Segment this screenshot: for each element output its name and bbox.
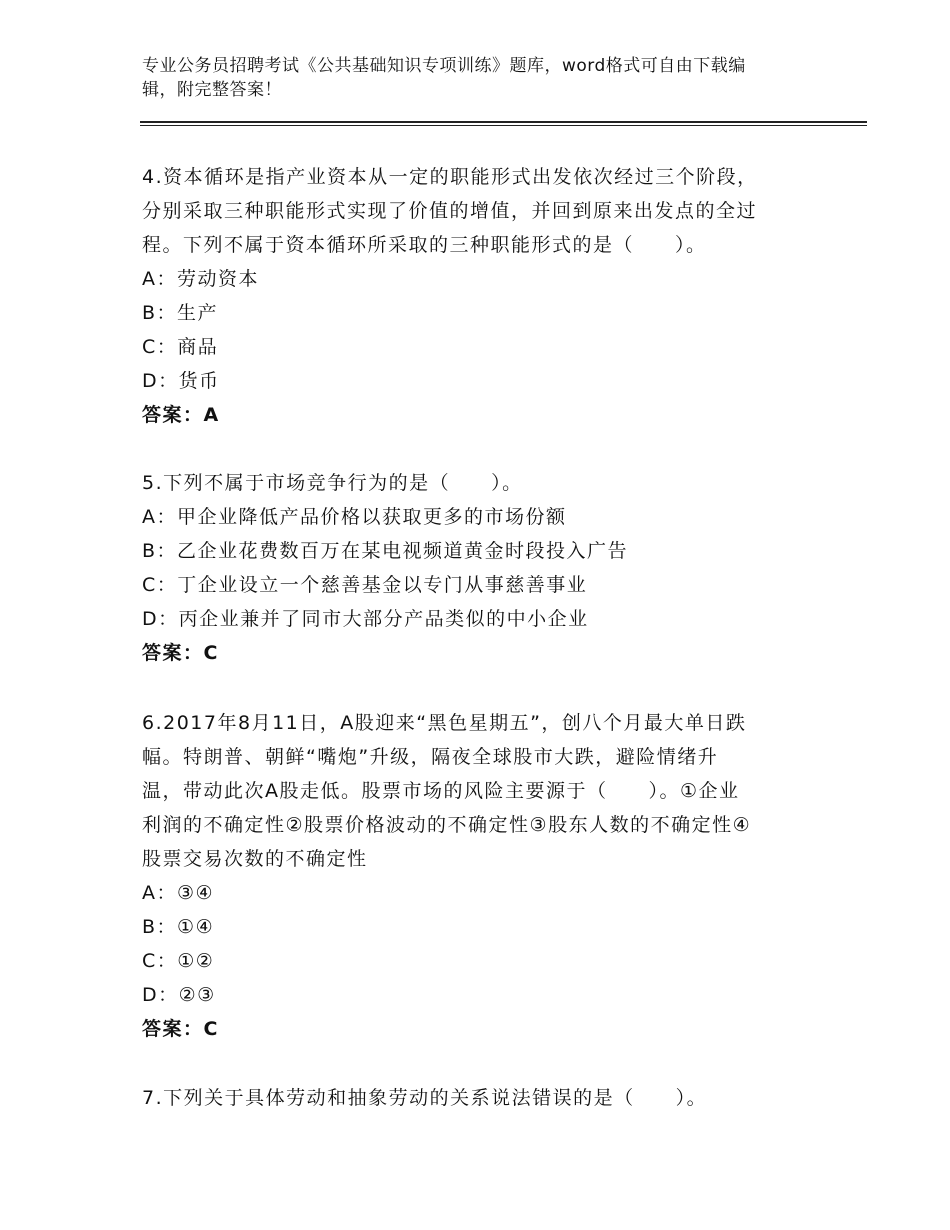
question-5-option-d: D：丙企业兼并了同市大部分产品类似的中小企业 <box>142 608 589 630</box>
header-divider-thin <box>140 125 867 126</box>
answer-value: A <box>203 404 220 426</box>
question-6-answer <box>142 1012 822 1046</box>
answer-value: C <box>203 1018 219 1040</box>
question-6-option-d: D：②③ <box>142 984 216 1006</box>
document-header <box>142 54 842 102</box>
question-6-stem-line-2: 幅。特朗普、朝鲜“嘴炮”升级，隔夜全球股市大跌，避险情绪升 <box>142 746 719 768</box>
question-4-stem-line-2: 分别采取三种职能形式实现了价值的增值，并回到原来出发点的全过 <box>142 200 758 222</box>
question-7-stem-line-1: 7.下列关于具体劳动和抽象劳动的关系说法错误的是（ ）。 <box>142 1087 708 1109</box>
answer-label: 答案： <box>142 404 204 426</box>
question-6-option-a: A：③④ <box>142 882 215 904</box>
question-4-answer <box>142 398 822 432</box>
question-6-option-c: C：①② <box>142 950 215 972</box>
question-6-stem-line-4: 利润的不确定性②股票价格波动的不确定性③股东人数的不确定性④ <box>142 814 752 836</box>
question-6 <box>142 706 822 1046</box>
answer-value: C <box>203 642 219 664</box>
question-4 <box>142 160 822 432</box>
question-4-stem-line-1: 4.资本循环是指产业资本从一定的职能形式出发依次经过三个阶段， <box>142 166 758 188</box>
header-line-1: 专业公务员招聘考试《公共基础知识专项训练》题库，word格式可自由下载编 <box>142 56 746 76</box>
question-7 <box>142 1081 822 1115</box>
question-6-stem-line-3: 温，带动此次A股走低。股票市场的风险主要源于（ ）。①企业 <box>142 780 740 802</box>
question-5-option-b: B：乙企业花费数百万在某电视频道黄金时段投入广告 <box>142 540 629 562</box>
answer-label: 答案： <box>142 1018 204 1040</box>
question-6-stem-line-5: 股票交易次数的不确定性 <box>142 848 368 870</box>
question-5-option-c: C：丁企业设立一个慈善基金以专门从事慈善事业 <box>142 574 588 596</box>
question-4-option-b: B：生产 <box>142 302 219 324</box>
question-5-option-a: A：甲企业降低产品价格以获取更多的市场份额 <box>142 506 567 528</box>
question-4-option-c: C：商品 <box>142 336 219 358</box>
question-6-option-b: B：①④ <box>142 916 215 938</box>
question-6-stem-line-1: 6.2017年8月11日，A股迎来“黑色星期五”，创八个月最大单日跌 <box>142 712 747 734</box>
question-4-stem-line-3: 程。下列不属于资本循环所采取的三种职能形式的是（ ）。 <box>142 234 707 256</box>
header-line-2: 辑，附完整答案！ <box>142 80 282 100</box>
question-4-option-a: A：劳动资本 <box>142 268 259 290</box>
answer-label: 答案： <box>142 642 204 664</box>
question-4-option-d: D：货币 <box>142 370 220 392</box>
header-divider-thick <box>140 121 867 123</box>
question-5-stem-line-1: 5.下列不属于市场竞争行为的是（ ）。 <box>142 472 523 494</box>
question-5-answer <box>142 636 822 670</box>
question-5 <box>142 466 822 670</box>
